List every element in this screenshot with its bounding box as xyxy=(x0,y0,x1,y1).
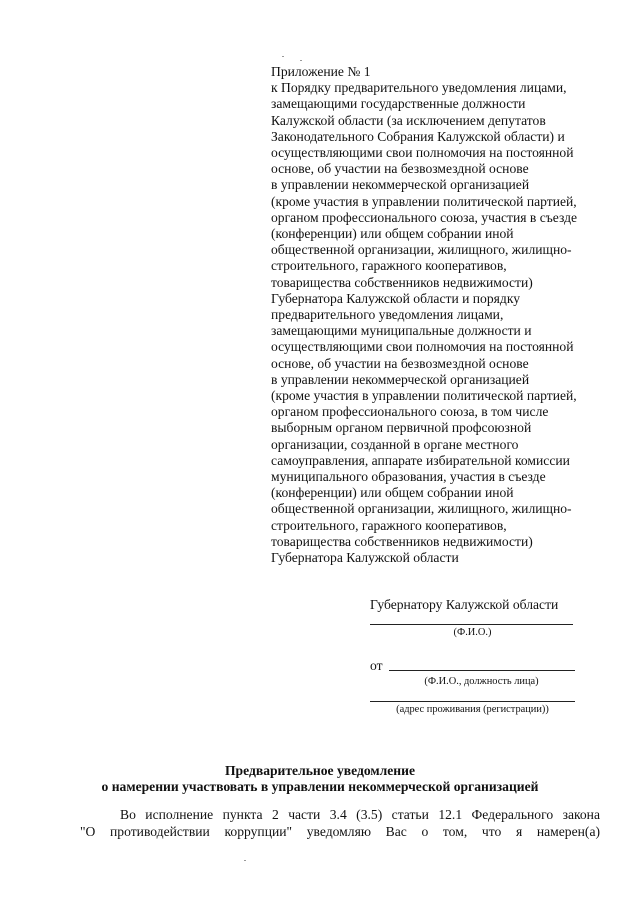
annex-line: строительного, гаражного кооперативов, xyxy=(271,517,507,533)
annex-line: Приложение № 1 xyxy=(271,64,371,79)
annex-line: общественной организации, жилищного, жилищно- xyxy=(271,501,572,517)
addressee-to: Губернатору Калужской области xyxy=(370,597,559,612)
annex-line: замещающими государственные должности xyxy=(271,96,526,112)
annex-line: (конференции) или общем собрании иной xyxy=(271,226,514,242)
annex-line: замещающими муниципальные должности и xyxy=(271,323,532,339)
address-line[interactable] xyxy=(370,701,575,702)
notice-body-line1: Во исполнение пункта 2 части 3.4 (3.5) статьи 12.1 Федерального закона xyxy=(120,807,600,822)
annex-line: Калужской области (за исключением депутатов xyxy=(271,112,546,128)
notice-body xyxy=(80,806,600,840)
annex-line: (кроме участия в управлении политической партией, xyxy=(271,193,577,209)
notice-title-line2: о намерении участвовать в управлении некоммерческой организацией xyxy=(101,779,539,794)
annex-line: муниципального образования, участия в съезде xyxy=(271,469,546,485)
from-caption: (Ф.И.О., должность лица) xyxy=(424,676,539,687)
from-label: от xyxy=(370,658,383,673)
annex-line: органом профессионального союза, участия в съезде xyxy=(271,209,578,225)
annex-header xyxy=(271,64,601,566)
annex-line: основе, об участии на безвозмездной основе xyxy=(271,355,529,371)
annex-line: в управлении некоммерческой организацией xyxy=(271,177,530,193)
annex-line: основе, об участии на безвозмездной основе xyxy=(271,161,529,177)
annex-line: выборным органом первичной профсоюзной xyxy=(271,420,532,436)
annex-line: (кроме участия в управлении политической партией, xyxy=(271,388,577,404)
address-caption: (адрес проживания (регистрации)) xyxy=(396,704,549,715)
annex-line: Законодательного Собрания Калужской области) и xyxy=(271,128,565,144)
notice-title xyxy=(0,763,640,795)
addressee-block xyxy=(370,596,575,715)
annex-line: самоуправления, аппарате избирательной комиссии xyxy=(271,452,570,468)
annex-line: общественной организации, жилищного, жилищно- xyxy=(271,242,572,258)
fio-caption: (Ф.И.О.) xyxy=(453,627,492,638)
annex-line: строительного, гаражного кооперативов, xyxy=(271,258,507,274)
annex-line: организации, созданной в органе местного xyxy=(271,436,519,452)
annex-line: (конференции) или общем собрании иной xyxy=(271,485,514,501)
annex-line: Губернатора Калужской области xyxy=(271,550,459,566)
from-row xyxy=(370,658,575,674)
annex-line: осуществляющими свои полномочия на постоянной xyxy=(271,145,574,161)
annex-line: товарищества собственников недвижимости) xyxy=(271,274,533,290)
annex-line: Губернатора Калужской области и порядку xyxy=(271,290,521,306)
scan-speck xyxy=(244,860,246,861)
annex-line: органом профессионального союза, в том числе xyxy=(271,404,549,420)
annex-line: в управлении некоммерческой организацией xyxy=(271,371,530,387)
notice-body-line2: "О противодействии коррупции" уведомляю Вас о том, что я намерен(а) xyxy=(80,824,600,839)
annex-line: предварительного уведомления лицами, xyxy=(271,307,504,323)
annex-line: осуществляющими свои полномочия на постоянной xyxy=(271,339,574,355)
from-line[interactable] xyxy=(389,670,575,671)
scan-speck xyxy=(282,56,284,57)
fio-line[interactable] xyxy=(370,624,573,625)
scan-speck xyxy=(300,60,302,61)
annex-line: к Порядку предварительного уведомления лицами, xyxy=(271,80,567,96)
annex-line: товарищества собственников недвижимости) xyxy=(271,533,533,549)
notice-title-line1: Предварительное уведомление xyxy=(224,763,415,778)
